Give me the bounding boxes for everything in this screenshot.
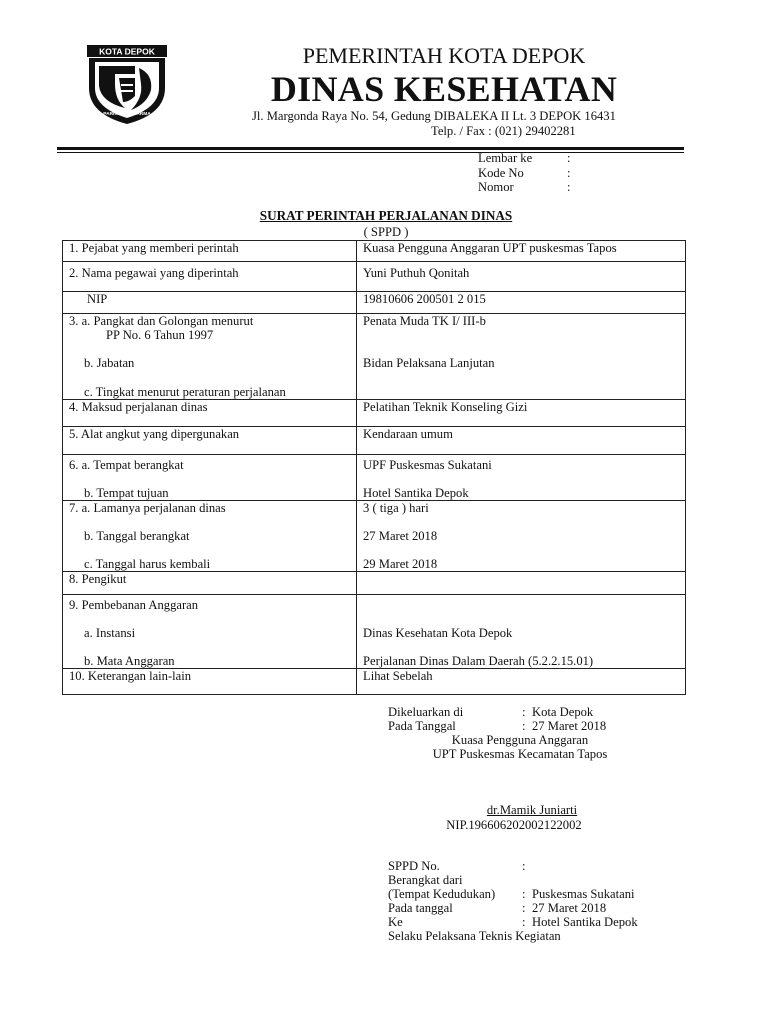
row-label: 9. Pembebanan Anggaran (69, 598, 199, 612)
signer-nip: NIP.196606202002122002 (446, 818, 582, 832)
table-row (63, 455, 686, 501)
sppd-number-label: SPPD No. (388, 859, 440, 873)
row-value: 27 Maret 2018 (363, 529, 438, 543)
row-value: Pelatihan Teknik Konseling Gizi (357, 400, 686, 427)
table-row (63, 501, 686, 572)
row-label: 2. Nama pegawai yang diperintah (63, 262, 357, 292)
row-label-group (63, 314, 357, 400)
document-meta (478, 151, 571, 195)
agency-address: Jl. Margonda Raya No. 54, Gedung DIBALEKA II Lt. 3 DEPOK 16431 (252, 109, 616, 123)
logo-top-text: KOTA DEPOK (99, 46, 155, 57)
table-row (63, 427, 686, 455)
separator: : (522, 901, 526, 915)
agency-name: DINAS KESEHATAN (270, 69, 618, 109)
logo-motto-text: PARICARA DHARMA (103, 112, 151, 117)
separator: : (522, 719, 526, 733)
issue-place (388, 705, 606, 719)
meta-row-sheet (478, 151, 571, 166)
table-row (63, 669, 686, 695)
separator: : (522, 887, 526, 901)
row-value: Yuni Puthuh Qonitah (357, 262, 686, 292)
meta-separator: : (567, 180, 571, 194)
sppd-date (388, 901, 638, 915)
issue-place-value: Kota Depok (532, 705, 594, 719)
row-value-group (357, 595, 686, 669)
row-value-group (357, 501, 686, 572)
meta-label: Lembar ke (478, 151, 533, 165)
row-value-group (357, 314, 686, 400)
row-label: b. Tempat tujuan (84, 486, 169, 500)
meta-row-number (478, 180, 571, 195)
row-value: 29 Maret 2018 (363, 557, 438, 571)
separator: : (522, 859, 526, 873)
row-label-group (63, 455, 357, 501)
row-label: NIP (63, 292, 357, 314)
table-row (63, 400, 686, 427)
row-value: Hotel Santika Depok (363, 486, 469, 500)
row-label: b. Tanggal berangkat (84, 529, 190, 543)
sppd-role: Selaku Pelaksana Teknis Kegiatan (388, 929, 561, 943)
row-label: c. Tingkat menurut peraturan perjalanan (84, 385, 286, 399)
row-value: 19810606 200501 2 015 (357, 292, 686, 314)
issue-date-label: Pada Tanggal (388, 719, 456, 733)
header-rule-thin (57, 152, 684, 153)
meta-separator: : (567, 151, 571, 165)
sppd-to-label: Ke (388, 915, 403, 929)
sppd-date-label: Pada tanggal (388, 901, 453, 915)
row-value: Dinas Kesehatan Kota Depok (363, 626, 513, 640)
sppd-from-label: Berangkat dari (388, 873, 463, 887)
row-value: Bidan Pelaksana Lanjutan (363, 356, 495, 370)
row-label: 8. Pengikut (63, 572, 357, 595)
meta-row-code (478, 166, 571, 181)
row-value: Kuasa Pengguna Anggaran UPT puskesmas Tapos (357, 241, 686, 262)
separator: : (522, 705, 526, 719)
signer-name: dr.Mamik Juniarti (486, 803, 578, 817)
sppd-number (388, 859, 638, 873)
row-label: 4. Maksud perjalanan dinas (63, 400, 357, 427)
table-row (63, 595, 686, 669)
row-value-group (357, 455, 686, 501)
government-name: PEMERINTAH KOTA DEPOK (302, 43, 586, 68)
row-value: Lihat Sebelah (357, 669, 686, 695)
row-value: UPF Puskesmas Sukatani (363, 458, 492, 472)
issue-date-value: 27 Maret 2018 (532, 719, 607, 733)
row-label: 3. a. Pangkat dan Golongan menurut (69, 314, 254, 328)
row-value: 3 ( tiga ) hari (363, 501, 429, 515)
separator: : (522, 915, 526, 929)
row-label: 10. Keterangan lain-lain (63, 669, 357, 695)
row-label-group (63, 595, 357, 669)
meta-separator: : (567, 165, 571, 180)
row-label: c. Tanggal harus kembali (84, 557, 211, 571)
row-value: Perjalanan Dinas Dalam Daerah (5.2.2.15.01) (363, 654, 594, 668)
document-subtitle: ( SPPD ) (363, 225, 409, 239)
issue-block (388, 705, 606, 733)
table-row (63, 314, 686, 400)
signer-position-1: Kuasa Pengguna Anggaran (451, 733, 589, 747)
table-row (63, 241, 686, 262)
header-rule-thick (57, 147, 684, 150)
meta-label: Kode No (478, 165, 524, 180)
sppd-from-label-2: (Tempat Kedudukan) (388, 887, 496, 901)
row-value (357, 572, 686, 595)
row-label: b. Mata Anggaran (84, 654, 175, 668)
agency-phone: Telp. / Fax : (021) 29402281 (431, 124, 576, 138)
document-title: SURAT PERINTAH PERJALANAN DINAS (259, 208, 513, 223)
sppd-table (62, 240, 686, 695)
issue-date (388, 719, 606, 733)
row-value: Kendaraan umum (357, 427, 686, 455)
row-label: 7. a. Lamanya perjalanan dinas (69, 501, 226, 515)
row-value: Penata Muda TK I/ III-b (363, 314, 486, 328)
row-label: b. Jabatan (84, 356, 135, 370)
row-label-group (63, 501, 357, 572)
sppd-from (388, 887, 638, 901)
row-label: a. Instansi (84, 626, 136, 640)
table-row (63, 262, 686, 292)
sppd-date-value: 27 Maret 2018 (532, 901, 607, 915)
sppd-departure-block (388, 859, 638, 943)
table-row (63, 292, 686, 314)
row-label: 6. a. Tempat berangkat (69, 458, 184, 472)
row-label: 1. Pejabat yang memberi perintah (63, 241, 357, 262)
signer-position-2: UPT Puskesmas Kecamatan Tapos (432, 747, 608, 761)
table-row (63, 572, 686, 595)
row-label: 5. Alat angkut yang dipergunakan (63, 427, 357, 455)
sppd-to (388, 915, 638, 929)
sppd-to-value: Hotel Santika Depok (532, 915, 638, 929)
meta-label: Nomor (478, 180, 514, 194)
sppd-from-value: Puskesmas Sukatani (532, 887, 635, 901)
issue-place-label: Dikeluarkan di (388, 705, 464, 719)
sppd-from-heading (388, 873, 638, 887)
row-label: PP No. 6 Tahun 1997 (106, 328, 214, 342)
